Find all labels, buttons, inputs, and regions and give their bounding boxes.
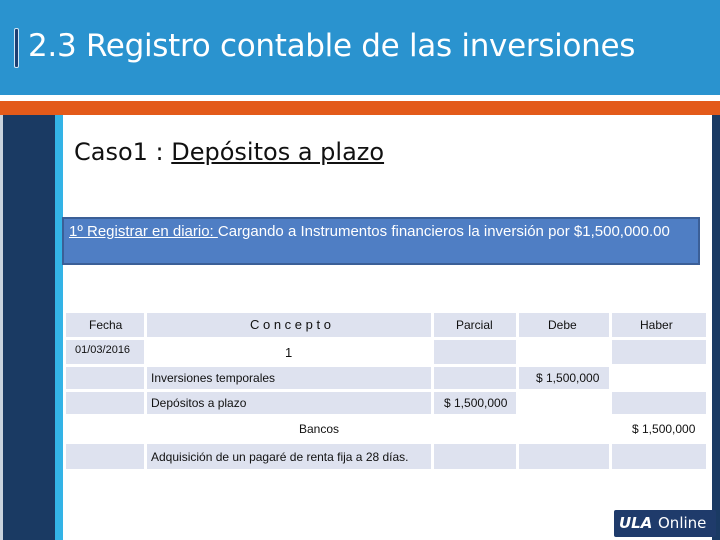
entry-number: 1 — [285, 345, 293, 360]
entry-date: 01/03/2016 — [75, 344, 131, 356]
ula-online-logo — [614, 510, 716, 537]
left-cyan-band — [55, 115, 63, 540]
note-text: Cargando a Instrumentos financieros la inversión por $1,500,000.00 — [217, 223, 670, 240]
left-navy-band — [3, 115, 55, 540]
cell-debe-r6 — [518, 443, 610, 470]
cell-parcial-r2 — [433, 339, 517, 365]
header-haber: Haber — [640, 318, 673, 332]
header-concepto: C o n c e p t o — [250, 317, 331, 332]
right-navy-band — [712, 115, 720, 540]
cell-fecha-r3 — [65, 366, 145, 390]
cell-fecha-r4 — [65, 391, 145, 415]
debit-amount: $ 1,500,000 — [536, 371, 600, 385]
orange-stripe — [0, 101, 720, 115]
debit-account: Inversiones temporales — [151, 371, 276, 385]
cell-haber-r2 — [611, 339, 707, 365]
credit-account: Bancos — [299, 422, 340, 436]
title-accent-bar — [14, 28, 19, 68]
subtitle-prefix: Caso1 : — [74, 138, 172, 166]
subtitle-main: Depósitos a plazo — [171, 138, 385, 166]
slide-title: 2.3 Registro contable de las inversiones — [28, 28, 636, 64]
header-debe: Debe — [548, 318, 577, 332]
sub-account: Depósitos a plazo — [151, 396, 247, 410]
entry-description: Adquisición de un pagaré de renta fija a 28 días. — [151, 450, 409, 464]
cell-haber-r6 — [611, 443, 707, 470]
header-fecha: Fecha — [89, 318, 123, 332]
credit-amount: $ 1,500,000 — [632, 422, 696, 436]
case-subtitle — [74, 138, 384, 166]
cell-fecha-r6 — [65, 443, 145, 470]
logo-brand: ULA — [619, 514, 653, 532]
instruction-note — [62, 217, 700, 265]
header-parcial: Parcial — [456, 318, 493, 332]
cell-parcial-r6 — [433, 443, 517, 470]
sub-amount: $ 1,500,000 — [444, 396, 508, 410]
cell-haber-r4 — [611, 391, 707, 415]
note-underlined: 1º Registrar en diario: — [69, 223, 218, 240]
cell-parcial-r3 — [433, 366, 517, 390]
logo-suffix: Online — [658, 514, 707, 532]
